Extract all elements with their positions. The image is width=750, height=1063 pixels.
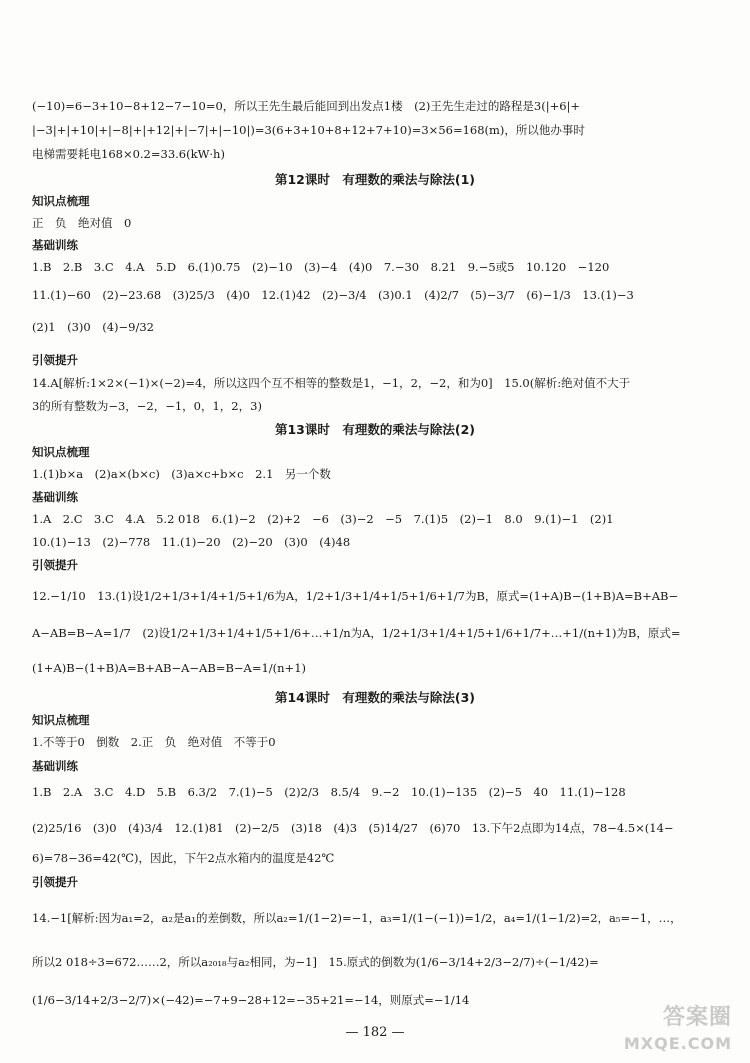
lesson-13-knowledge-heading: 知识点梳理 — [32, 445, 90, 459]
lesson-14-knowledge-line: 1.不等于0 倒数 2.正 负 绝对值 不等于0 — [32, 735, 276, 749]
lesson-12-knowledge-heading: 知识点梳理 — [32, 194, 90, 208]
lesson-13-basic-line-1: 1.A 2.C 3.C 4.A 5.2 018 6.(1)−2 (2)+2 −6 (3)−2 −5 7.(1)5 (2)−1 8.0 9.(1)−1 (2)1 — [32, 512, 614, 526]
lesson-13-basic-line-2: 10.(1)−13 (2)−778 11.(1)−20 (2)−20 (3)0 (4)48 — [32, 535, 351, 549]
lesson-12-basic-line-1: 1.B 2.B 3.C 4.A 5.D 6.(1)0.75 (2)−10 (3)−4 (4)0 7.−30 8.21 9.−5或5 10.120 −120 — [32, 260, 610, 274]
continuation-line-3: 电梯需要耗电168×0.2=33.6(kW·h) — [32, 147, 225, 161]
continuation-line-2: |−3|+|+10|+|−8|+|+12|+|−7|+|−10|)=3(6+3+10+8+12+7+10)=3×56=168(m)，所以他办事时 — [32, 123, 585, 137]
lesson-12-basic-line-3: (2)1 (3)0 (4)−9/32 — [32, 320, 154, 334]
lesson-13-advance-line-3: (1+A)B−(1+B)A=B+AB−A−AB=B−A=1/(n+1) — [32, 661, 306, 675]
lesson-14-knowledge-heading: 知识点梳理 — [32, 713, 90, 727]
lesson-14-basic-line-3: 6)=78−36=42(℃)，因此，下午2点水箱内的温度是42℃ — [32, 851, 335, 865]
lesson-13-basic-heading: 基础训练 — [32, 490, 78, 504]
watermark-logo: 答案圈 — [662, 1005, 732, 1030]
lesson-12-advance-line-1: 14.A[解析:1×2×(−1)×(−2)=4，所以这四个互不相等的整数是1，−1，2，−2，和为0] 15.0(解析:绝对值不大于 — [32, 376, 631, 390]
lesson-14-basic-line-2: (2)25/16 (3)0 (4)3/4 12.(1)81 (2)−2/5 (3)18 (4)3 (5)14/27 (6)70 13.下午2点即为14点，78−4.5×(14− — [32, 821, 674, 835]
lesson-12-knowledge-line: 正 负 绝对值 0 — [32, 216, 132, 230]
lesson-13-title: 第13课时 有理数的乘法与除法(2) — [274, 422, 476, 437]
lesson-12-title: 第12课时 有理数的乘法与除法(1) — [274, 172, 476, 187]
lesson-13-knowledge-line: 1.(1)b×a (2)a×(b×c) (3)a×c+b×c 2.1 另一个数 — [32, 467, 331, 481]
lesson-14-advance-line-1: 14.−1[解析:因为a₁=2，a₂是a₁的差倒数，所以a₂=1/(1−2)=−1，a₃=1/(1−(−1))=1/2，a₄=1/(1−1/2)=2，a₅=−1，…， — [32, 911, 682, 925]
lesson-13-advance-line-1: 12.−1/10 13.(1)设1/2+1/3+1/4+1/5+1/6为A，1/2+1/3+1/4+1/5+1/6+1/7为B，原式=(1+A)B−(1+B)A=B+AB− — [32, 589, 679, 603]
lesson-14-advance-line-3: (1/6−3/14+2/3−2/7)×(−42)=−7+9−28+12=−35+21=−14，则原式=−1/14 — [32, 993, 470, 1007]
lesson-14-basic-heading: 基础训练 — [32, 759, 78, 773]
lesson-12-basic-heading: 基础训练 — [32, 238, 78, 252]
lesson-12-advance-heading: 引领提升 — [32, 353, 78, 367]
watermark-url: MXQE.COM — [623, 1034, 732, 1053]
lesson-14-advance-heading: 引领提升 — [32, 875, 78, 889]
lesson-13-advance-heading: 引领提升 — [32, 558, 78, 572]
lesson-13-advance-line-2: A−AB=B−A=1/7 (2)设1/2+1/3+1/4+1/5+1/6+…+1/n为A，1/2+1/3+1/4+1/5+1/6+1/7+…+1/(n+1)为B，原式= — [32, 626, 681, 640]
continuation-line-1: (−10)=6−3+10−8+12−7−10=0，所以王先生最后能回到出发点1楼 (2)王先生走过的路程是3(|+6|+ — [32, 99, 581, 113]
lesson-14-title: 第14课时 有理数的乘法与除法(3) — [274, 690, 476, 705]
lesson-14-advance-line-2: 所以2 018÷3=672……2，所以a₂₀₁₈与a₂相同，为−1] 15.原式的倒数为(1/6−3/14+2/3−2/7)÷(−1/42)= — [32, 955, 599, 969]
page-number: — 182 — — [345, 1025, 405, 1040]
lesson-12-basic-line-2: 11.(1)−60 (2)−23.68 (3)25/3 (4)0 12.(1)42 (2)−3/4 (3)0.1 (4)2/7 (5)−3/7 (6)−1/3 13.(1)−3 — [32, 288, 634, 302]
lesson-14-basic-line-1: 1.B 2.A 3.C 4.D 5.B 6.3/2 7.(1)−5 (2)2/3 8.5/4 9.−2 10.(1)−135 (2)−5 40 11.(1)−128 — [32, 785, 626, 799]
lesson-12-advance-line-2: 3的所有整数为−3，−2，−1，0，1，2，3) — [32, 399, 262, 413]
